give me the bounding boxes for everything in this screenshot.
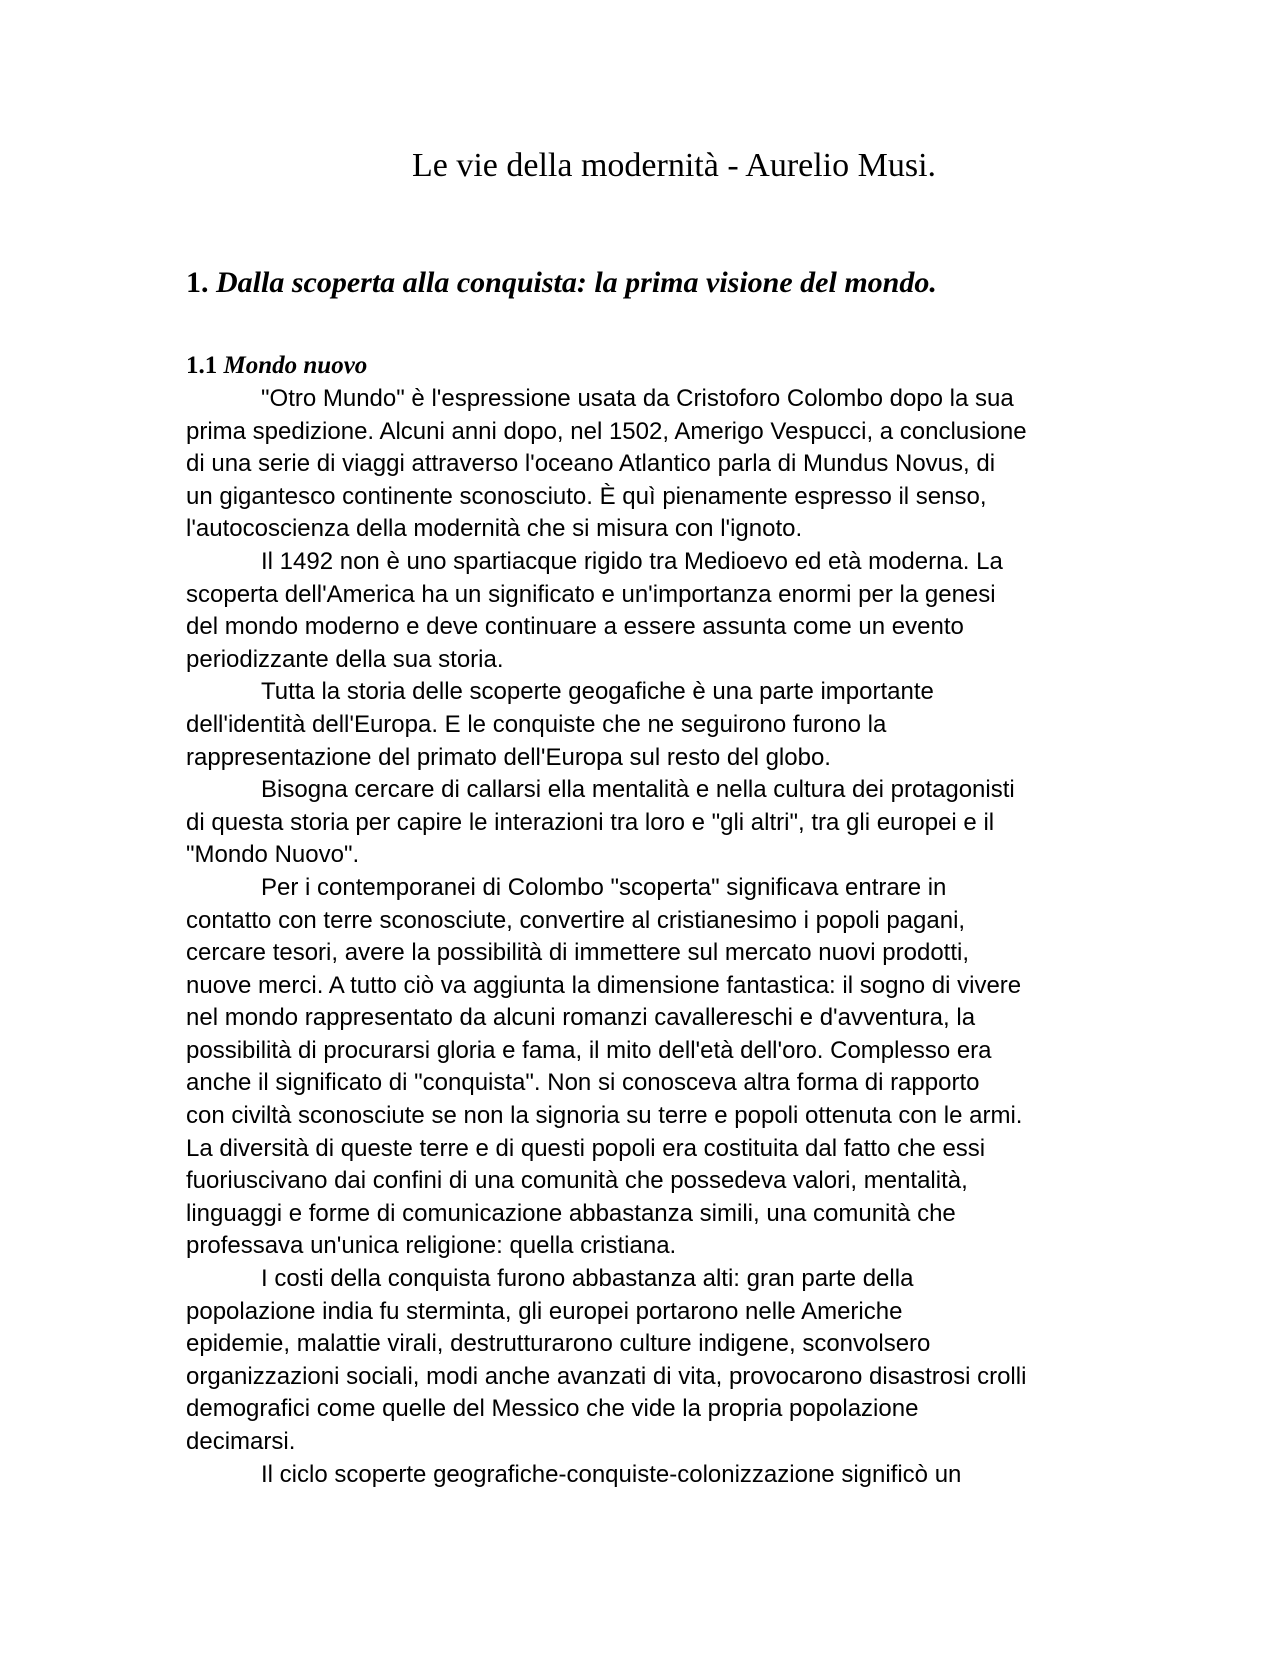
text-line: epidemie, malattie virali, destrutturarono culture indigene, sconvolsero bbox=[186, 1330, 931, 1358]
section-title: Mondo nuovo bbox=[223, 352, 368, 379]
text-line: Tutta la storia delle scoperte geogafiche è una parte importante bbox=[261, 678, 934, 706]
text-line: nuove merci. A tutto ciò va aggiunta la dimensione fantastica: il sogno di vivere bbox=[186, 971, 1022, 999]
chapter-number: 1. bbox=[186, 266, 209, 299]
text-line: fuoriuscivano dai confini di una comunità che possedeva valori, mentalità, bbox=[186, 1167, 968, 1195]
text-line: anche il significato di "conquista". Non si conosceva altra forma di rapporto bbox=[186, 1069, 980, 1097]
text-line: "Otro Mundo" è l'espressione usata da Cristoforo Colombo dopo la sua bbox=[261, 385, 1014, 412]
text-line: professava un'unica religione: quella cristiana. bbox=[186, 1232, 677, 1260]
text-line: cercare tesori, avere la possibilità di immettere sul mercato nuovi prodotti, bbox=[186, 939, 969, 967]
text-line: scoperta dell'America ha un significato e un'importanza enormi per la genesi bbox=[186, 580, 996, 608]
text-line: popolazione india fu sterminta, gli europei portarono nelle Americhe bbox=[186, 1297, 903, 1325]
text-line: nel mondo rappresentato da alcuni romanzi cavallereschi e d'avventura, la bbox=[186, 1004, 976, 1032]
text-line: l'autocoscienza della modernità che si misura con l'ignoto. bbox=[186, 515, 803, 543]
document-title: Le vie della modernità - Aurelio Musi. bbox=[412, 147, 937, 184]
text-line: del mondo moderno e deve continuare a essere assunta come un evento bbox=[186, 613, 964, 641]
text-line: decimarsi. bbox=[186, 1428, 296, 1455]
text-line: dell'identità dell'Europa. E le conquiste che ne seguirono furono la bbox=[186, 710, 887, 738]
text-line: contatto con terre sconosciute, convertire al cristianesimo i popoli pagani, bbox=[186, 906, 966, 934]
section-heading bbox=[186, 351, 367, 381]
text-line: rappresentazione del primato dell'Europa sul resto del globo. bbox=[186, 743, 831, 771]
text-line: Bisogna cercare di callarsi ella mentalità e nella cultura dei protagonisti bbox=[261, 776, 1015, 804]
text-line: La diversità di queste terre e di questi popoli era costituita dal fatto che essi bbox=[186, 1134, 986, 1162]
text-line: con civiltà sconosciute se non la signoria su terre e popoli ottenuta con le armi. bbox=[186, 1102, 1023, 1130]
text-line: di una serie di viaggi attraverso l'oceano Atlantico parla di Mundus Novus, di bbox=[186, 450, 996, 478]
chapter-heading bbox=[186, 265, 937, 301]
section-number: 1.1 bbox=[186, 352, 218, 379]
text-line: un gigantesco continente sconosciuto. È quì pienamente espresso il senso, bbox=[186, 482, 987, 510]
text-line: demografici come quelle del Messico che vide la propria popolazione bbox=[186, 1395, 919, 1423]
text-line: Per i contemporanei di Colombo "scoperta" significava entrare in bbox=[261, 873, 947, 901]
text-line: periodizzante della sua storia. bbox=[186, 645, 504, 673]
text-line: organizzazioni sociali, modi anche avanzati di vita, provocarono disastrosi crolli bbox=[186, 1362, 1027, 1390]
body-text bbox=[186, 383, 1106, 1491]
chapter-title: Dalla scoperta alla conquista: la prima visione del mondo. bbox=[216, 266, 937, 299]
text-line: Il 1492 non è uno spartiacque rigido tra Medioevo ed età moderna. La bbox=[261, 547, 1003, 575]
text-line: prima spedizione. Alcuni anni dopo, nel 1502, Amerigo Vespucci, a conclusione bbox=[186, 417, 1027, 445]
text-line: I costi della conquista furono abbastanza alti: gran parte della bbox=[261, 1265, 914, 1293]
text-line: "Mondo Nuovo". bbox=[186, 841, 360, 869]
text-line: Il ciclo scoperte geografiche-conquiste-colonizzazione significò un bbox=[261, 1460, 962, 1488]
text-line: linguaggi e forme di comunicazione abbastanza simili, una comunità che bbox=[186, 1199, 956, 1227]
text-line: possibilità di procurarsi gloria e fama, il mito dell'età dell'oro. Complesso era bbox=[186, 1036, 992, 1064]
text-line: di questa storia per capire le interazioni tra loro e "gli altri", tra gli europei e il bbox=[186, 808, 995, 836]
